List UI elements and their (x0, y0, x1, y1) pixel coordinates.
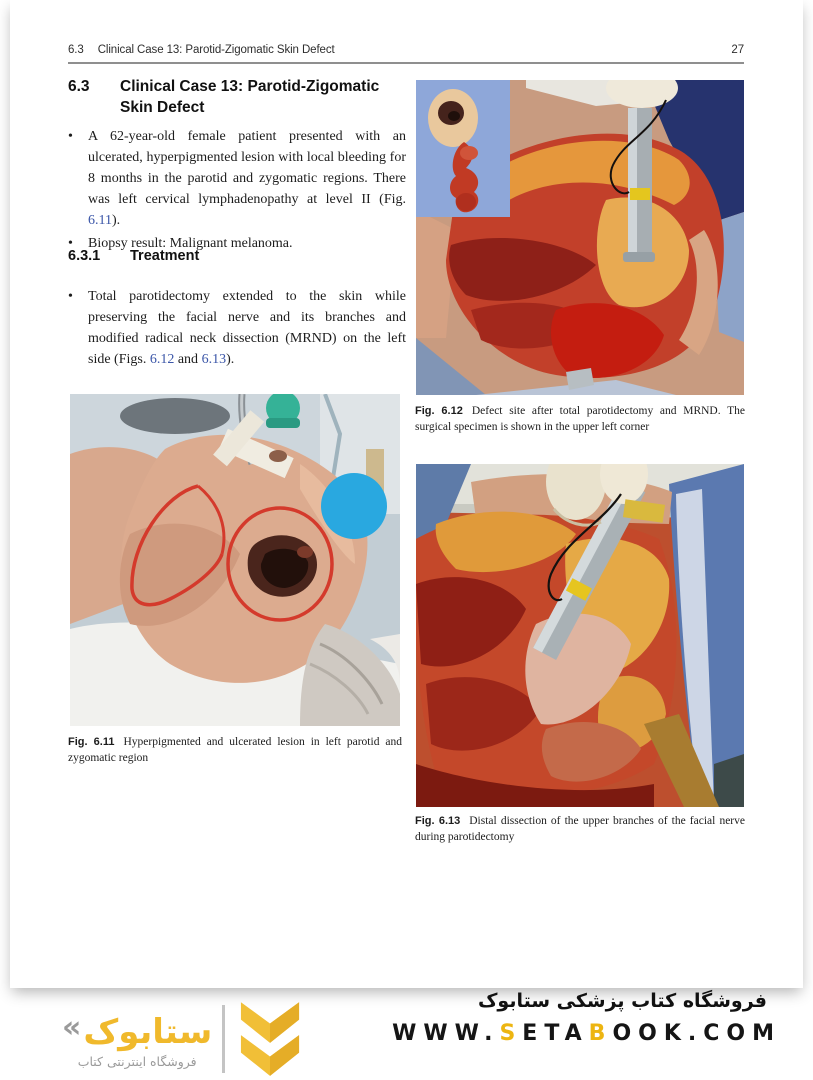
url-segment-accent: S (499, 1021, 523, 1046)
figure-caption (68, 735, 402, 766)
logo-wordmark-text: ستابوک (83, 1011, 213, 1052)
fig-6-13-dissection-photo (416, 464, 744, 807)
section-number: 6.3 (68, 78, 90, 95)
running-header-title: Clinical Case 13: Parotid-Zigomatic Skin Defect (97, 44, 335, 56)
figure-reference-link[interactable]: 6.12 (149, 352, 175, 367)
subsection-number: 6.3.1 (68, 248, 101, 264)
figure-label: Fig. 6.13 (415, 815, 461, 827)
bullet-marker: • (68, 236, 73, 251)
fig-6-12-surgical-photo (416, 80, 744, 395)
section-heading (68, 76, 413, 118)
figure-caption (415, 404, 745, 435)
figure-caption (415, 814, 745, 845)
body-text: and (174, 352, 202, 367)
figure-label: Fig. 6.12 (415, 405, 463, 417)
figure-caption-text: Defect site after total parotidectomy and MRND. The surgical specimen is shown in the upper left corner (415, 405, 745, 433)
figure-reference-link[interactable]: 6.13 (201, 352, 227, 367)
fig-6-11-patient-photo (70, 394, 400, 726)
bookstore-branding (392, 990, 781, 1046)
setabook-logo (62, 1000, 301, 1078)
url-segment: OOK.COM (612, 1021, 781, 1046)
body-text: Total parotidectomy extended to the skin while preserving the facial nerve and its branches and modified radical neck dissection (MRND) on the left side (Figs. (88, 289, 406, 367)
chevron-emblem-icon (239, 1000, 301, 1078)
list-item (68, 286, 406, 370)
running-header-section: 6.3 (68, 44, 84, 56)
treatment-list (68, 286, 406, 372)
url-segment: ETA (522, 1021, 589, 1046)
body-text: A 62-year-old female patient presented with an ulcerated, hyperpigmented lesion with local bleeding for 8 months in the parotid and zygomatic regions. There was left cervical lymphadenopathy at level II (Fig. (88, 129, 406, 207)
figure-caption-text: Hyperpigmented and ulcerated lesion in left parotid and zygomatic region (68, 736, 402, 764)
biopsy-result-text: Biopsy result: Malignant melanoma. (88, 236, 293, 251)
running-header (68, 44, 744, 56)
header-rule (68, 62, 744, 64)
case-description-list (68, 126, 406, 256)
logo-divider (222, 1005, 225, 1073)
body-text: ). (111, 213, 121, 228)
bookstore-url[interactable] (392, 1021, 781, 1046)
guillemet-icon: « (62, 1009, 82, 1045)
body-text: ). (226, 352, 235, 367)
figure-reference-link[interactable]: 6.11 (88, 213, 112, 228)
subsection-heading (68, 248, 199, 264)
facial-nerve-dissection-photo (416, 464, 744, 807)
surgery-defect-photo (416, 80, 744, 395)
list-item (68, 126, 406, 231)
logo-wordmark-block (62, 1010, 212, 1069)
bullet-marker: • (68, 289, 73, 304)
bookstore-title-farsi: فروشگاه کتاب پزشکی ستابوک (477, 990, 767, 1012)
logo-wordmark (62, 1010, 212, 1052)
page-number: 27 (731, 44, 744, 56)
url-segment: WWW. (392, 1021, 500, 1046)
patient-lesion-photo (70, 394, 400, 726)
bullet-marker: • (68, 129, 73, 144)
section-title: Clinical Case 13: Parotid-Zigomatic Skin Defect (120, 78, 380, 116)
subsection-title: Treatment (130, 248, 200, 264)
case-description-text (88, 126, 406, 231)
treatment-text (88, 286, 406, 370)
figure-label: Fig. 6.11 (68, 736, 115, 748)
url-segment-accent: B (588, 1021, 613, 1046)
logo-tagline: فروشگاه اینترنتی کتاب (77, 1053, 197, 1069)
figure-caption-text: Distal dissection of the upper branches of the facial nerve during parotidectomy (415, 815, 745, 843)
